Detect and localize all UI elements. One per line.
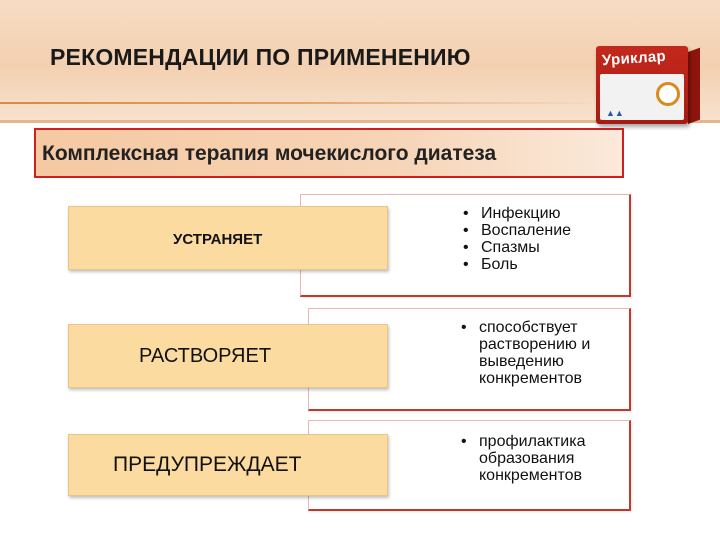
list-item: • Боль: [461, 256, 571, 273]
list-item: • Спазмы: [461, 239, 571, 256]
subtitle-text: Комплексная терапия мочекислого диатеза: [42, 142, 497, 165]
page-title: РЕКОМЕНДАЦИИ ПО ПРИМЕНЕНИЮ: [50, 44, 471, 70]
detail-list: [461, 205, 571, 273]
list-item: • профилактика образования конкрементов: [459, 433, 624, 484]
action-label: ПРЕДУПРЕЖДАЕТ: [113, 453, 302, 476]
product-emblem-icon: [656, 82, 680, 106]
action-box-prevents: [68, 434, 388, 496]
product-name: Уриклар: [601, 47, 667, 70]
list-item: • Инфекцию: [461, 205, 571, 222]
list-item: • способствует растворению и выведению конкрементов: [459, 319, 624, 387]
product-box-side: [688, 48, 700, 124]
detail-list: [459, 319, 624, 387]
list-item: • Воспаление: [461, 222, 571, 239]
action-label: РАСТВОРЯЕТ: [139, 345, 272, 367]
detail-list: [459, 433, 624, 484]
manufacturer-logo-icon: ▲▲: [606, 108, 624, 118]
action-box-dissolves: [68, 324, 388, 388]
product-box-image: [596, 38, 702, 128]
title-underline: [0, 102, 600, 104]
action-box-eliminates: [68, 206, 388, 270]
action-label: УСТРАНЯЕТ: [173, 231, 263, 248]
subtitle-banner: [34, 128, 624, 178]
